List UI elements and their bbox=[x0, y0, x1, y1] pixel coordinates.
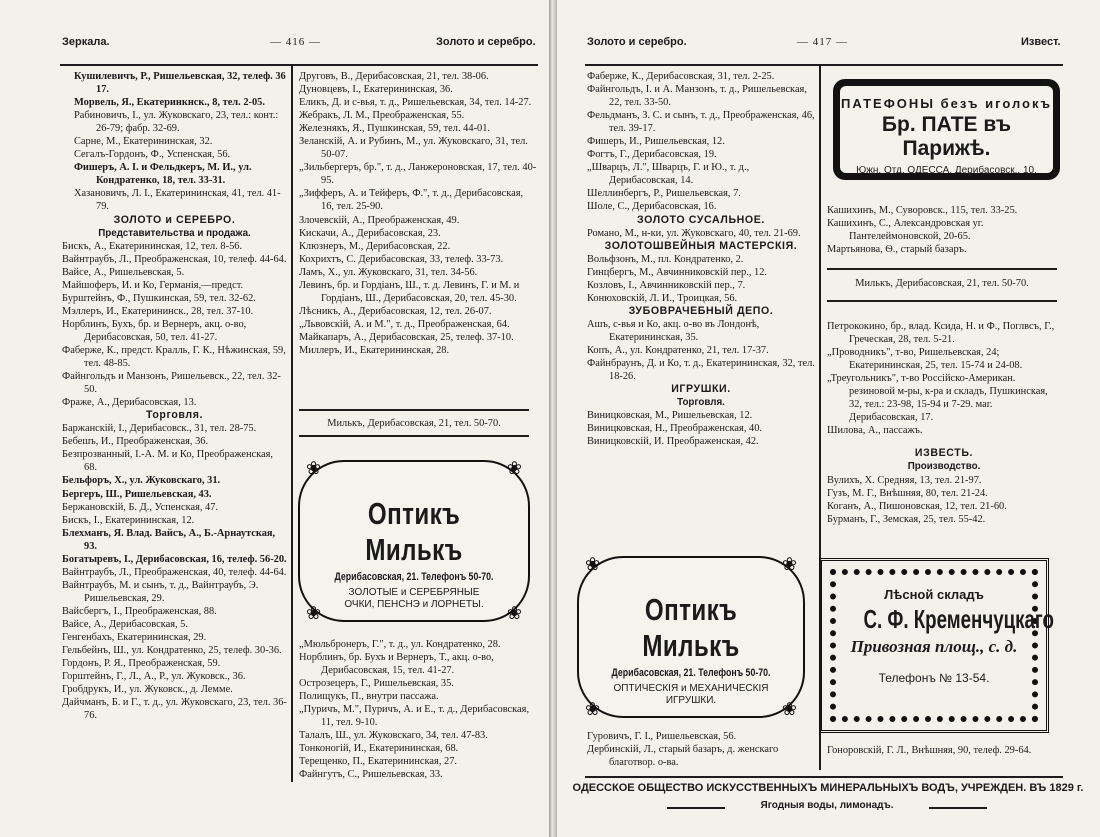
column-divider bbox=[291, 66, 293, 782]
list-item: Майшоферъ, И. и Ко, Германія,—предст. bbox=[62, 279, 244, 291]
divider-rule bbox=[299, 409, 529, 411]
ad-address: Привозная площ., с. д. bbox=[850, 637, 1018, 656]
list-item: Кашихинъ, М., Суворовск., 115, тел. 33-25. bbox=[827, 205, 1018, 216]
list-item: Романо, М., н-ки, ул. Жуковскаго, 40, тел. 21-69. bbox=[587, 227, 801, 239]
list-item: Рабиновичъ, І., ул. Жуковскаго, 23, тел.: конт.: 26-79; фабр. 32-69. bbox=[74, 110, 279, 135]
list-item: Козловъ, І., Авчинниковскій пер., 7. bbox=[587, 279, 746, 291]
list-item: „Зильбергеръ, бр.", т. д., Ланжероновская, 17, тел. 40-95. bbox=[299, 162, 537, 187]
list-item: Виницковская, М., Ришельевская, 12. bbox=[587, 410, 753, 422]
list-item: Вольфзонъ, М., пл. Кондратенко, 2. bbox=[587, 253, 744, 265]
section-heading: ИГРУШКИ. bbox=[671, 383, 731, 396]
list-item: Мэллеръ, И., Екатерининск., 28, тел. 37-10. bbox=[62, 305, 254, 317]
subsection-heading: Торговля. bbox=[677, 397, 725, 409]
header-rule bbox=[585, 64, 1063, 66]
left-page bbox=[0, 0, 549, 837]
list-item: Миллеръ, И., Екатерининская, 28. bbox=[299, 344, 450, 356]
section-heading: ЗОЛОТО и СЕРЕБРО. bbox=[113, 213, 236, 226]
list-item: Еликъ, Д. и с-вья, т. д., Ришельевская, 34, тел. 14-27. bbox=[299, 97, 532, 109]
left-column-2 bbox=[299, 70, 537, 357]
flower-ornament-icon: ❀ bbox=[306, 458, 322, 478]
entries-mid bbox=[62, 240, 287, 410]
list-item: Злочевскій, А., Преображенская, 49. bbox=[299, 214, 460, 226]
list-item: Ашъ, с-вья и Ко, акц. о-во въ Лондонѣ, Екатерининская, 35. bbox=[587, 318, 760, 343]
list-item: Железнякъ, Я., Пушкинская, 59, тел. 44-01. bbox=[299, 123, 491, 135]
list-item: Фогтъ, Г., Дерибасовская, 19. bbox=[587, 149, 717, 161]
list-item: Вайсе, А., Дерибасовская, 5. bbox=[62, 618, 188, 630]
list-item: „Львовскій, А. и М.", т. д., Преображенская, 64. bbox=[299, 318, 510, 330]
list-item: Вайсбергъ, І., Преображенская, 88. bbox=[62, 605, 217, 617]
flower-ornament-icon: ❀ bbox=[781, 699, 797, 719]
divider-rule bbox=[827, 268, 1057, 270]
list-item: Бергеръ, Ш., Ришельевская, 43. bbox=[62, 488, 212, 500]
list-item: Горштейнъ, Г., Л., А., Р., ул. Жуковск., 36. bbox=[62, 671, 246, 683]
list-item: Конюховскій, Л. И., Троицкая, 56. bbox=[587, 292, 738, 304]
divider-rule bbox=[299, 435, 529, 437]
list-item: Терещенко, П., Екатерининская, 27. bbox=[299, 756, 457, 768]
list-item: Файнбраунъ, Д. и Ко, т. д., Екатерининская, 32, тел. 18-26. bbox=[587, 358, 815, 383]
section-heading: ЗОЛОТО СУСАЛЬНОЕ. bbox=[637, 213, 765, 226]
ad-title: С. Ф. Кременчуцкаго bbox=[863, 604, 1054, 634]
list-item: Гельбейнъ, Ш., ул. Кондратенко, 25, телеф. 30-36. bbox=[62, 645, 282, 657]
ad-goods: ОПТИЧЕСКІЯ и МЕХАНИЧЕСКІЯ ИГРУШКИ. bbox=[613, 683, 769, 706]
list-item: Копъ, А., ул. Кондратенко, 21, тел. 17-37. bbox=[587, 344, 769, 356]
list-item: Фишеръ, И., Ришельевская, 12. bbox=[587, 136, 725, 148]
entries-top bbox=[299, 70, 537, 357]
list-item: Гузъ, М. Г., Внѣшняя, 80, тел. 21-24. bbox=[827, 487, 988, 499]
ad-line: ПАТЕФОНЫ безъ иголокъ bbox=[841, 96, 1052, 111]
ad-goods: ЗОЛОТЫЕ и СЕРЕБРЯНЫЕ ОЧКИ, ПЕНСНЭ и ЛОРНЕТЫ. bbox=[344, 587, 484, 610]
flower-ornament-icon: ❀ bbox=[585, 699, 601, 719]
list-item: Гуровичъ, Г. І., Ришельевская, 56. bbox=[587, 731, 737, 742]
flower-ornament-icon: ❀ bbox=[306, 603, 322, 623]
list-item: Бискъ, А., Екатерининская, 12, тел. 8-56. bbox=[62, 240, 243, 252]
list-item: „Зифферъ, А. и Тейферъ, Ф.", т. д., Дерибасовская, 16, тел. 25-90. bbox=[299, 188, 524, 213]
list-item: Вайнтраубъ, М. и сынъ, т. д., Вайнтраубъ, Э. Ришельевская, 29. bbox=[62, 579, 259, 604]
list-item: Петрококино, бр., влад. Ксида, Н. и Ф., Поглвсъ, Г., Греческая, 28, тел. 5-21. bbox=[827, 321, 1055, 346]
left-column-1 bbox=[62, 70, 287, 722]
list-item: Норблинъ, бр. Бухъ и Вернеръ, Т., акц. о-во, Дерибасовская, 15, тел. 41-27. bbox=[299, 652, 494, 677]
running-head-left: Золото и серебро. bbox=[587, 36, 687, 48]
ad-address: Дерибасовская, 21. Телефонъ 50-70. bbox=[334, 571, 494, 583]
footer-sub: Ягодныя воды, лимонадъ. bbox=[760, 800, 894, 811]
list-item: Шилова, А., пассажъ. bbox=[827, 425, 923, 437]
ad-address: Южн. Отд. ОДЕССА, Дерибасовск., 10. bbox=[856, 165, 1037, 176]
list-item: Гордонъ, Р. Я., Преображенская, 59. bbox=[62, 658, 221, 670]
footer-dash bbox=[929, 807, 987, 809]
right-column-1 bbox=[587, 70, 815, 448]
optik-milk-ad bbox=[298, 460, 530, 622]
list-item: Коганъ, А., Пишоновская, 12, тел. 21-60. bbox=[827, 500, 1007, 512]
header-rule bbox=[60, 64, 538, 66]
list-item: Острозецеръ, Г., Ришельевская, 35. bbox=[299, 678, 454, 690]
list-item: Шоле, С., Дерибасовская, 16. bbox=[587, 201, 717, 213]
list-item: „Мюльбронеръ, Г.", т. д., ул. Кондратенко, 28. bbox=[299, 639, 501, 650]
list-item: Виницковская, Н., Преображенская, 40. bbox=[587, 423, 763, 435]
list-item: Лѣсникъ, А., Дерибасовская, 12, тел. 26-07. bbox=[299, 305, 492, 317]
entries-bottom bbox=[62, 422, 287, 722]
ad-title: Бр. ПАТЕ въ Парижѣ. bbox=[881, 113, 1012, 160]
list-item: Вайнтраубъ, Л., Преображенская, 10, телеф. 44-64. bbox=[62, 253, 287, 265]
list-item: Гинцбергъ, М., Авчинниковскій пер., 12. bbox=[587, 266, 768, 278]
section-heading: Торговля. bbox=[145, 409, 204, 422]
list-item: Вайнтраубъ, Л., Преображенская, 40, телеф. 44-64. bbox=[62, 566, 287, 578]
flower-ornament-icon: ❀ bbox=[506, 458, 522, 478]
list-item: Кохрихтъ, С. Дерибасовская, 33, телеф. 33-73. bbox=[299, 253, 504, 265]
list-item: Вулихъ, Х. Средняя, 13, тел. 21-97. bbox=[827, 474, 982, 486]
list-item: Богатыревъ, І., Дерибасовская, 16, телеф. 56-20. bbox=[62, 553, 287, 565]
list-item: Сегалъ-Гордонъ, Ф., Успенская, 56. bbox=[74, 149, 231, 161]
ad-phone: Телефонъ № 13-54. bbox=[878, 671, 990, 685]
list-item: Безпрозванный, І.-А. М. и Ко, Преображенская, 68. bbox=[62, 449, 274, 474]
list-item: „Проводникъ", т-во, Ришельевская, 24; Екатерининская, 25, тел. 15-74 и 24-08. bbox=[827, 347, 1023, 372]
ad-address: Дерибасовская, 21. Телефонъ 50-70. bbox=[611, 667, 771, 679]
ad-line: Лѣсной складъ bbox=[884, 587, 984, 602]
pate-gramophone-ad bbox=[833, 79, 1060, 180]
right-column-1-bottom bbox=[587, 730, 815, 769]
right-column-2-top bbox=[827, 204, 1061, 256]
list-item: Гоноровскій, Г. Л., Внѣшняя, 90, телеф. 29-64. bbox=[827, 745, 1032, 756]
section-heading: ИЗВЕСТЬ. bbox=[914, 447, 974, 460]
list-item: Бурштейнъ, Ф., Пушкинская, 59, тел. 32-62. bbox=[62, 292, 256, 304]
list-item: Полищукъ, П., внутри пассажа. bbox=[299, 691, 439, 703]
footer-banner: ОДЕССКОЕ ОБЩЕСТВО ИСКУССТВЕННЫХЪ МИНЕРАЛЬНЫХЪ ВОДЪ, УЧРЕЖДЕН. ВЪ 1829 г. bbox=[572, 782, 1084, 794]
right-page bbox=[557, 0, 1100, 837]
section-heading: ЗОЛОТОШВЕЙНЫЯ МАСТЕРСКІЯ. bbox=[604, 239, 798, 252]
ad-inner bbox=[840, 86, 1053, 176]
list-item: „Пуричъ, М.", Пуричъ, А. и Е., т. д., Дерибасовская, 11, тел. 9-10. bbox=[299, 704, 530, 729]
running-head-right: Извест. bbox=[1021, 36, 1061, 48]
list-item: Мартьянова, Ѳ., старый базаръ. bbox=[827, 244, 967, 256]
list-item: „Шварцъ, Л.", Шварцъ, Г. и Ю., т. д., Дерибасовская, 14. bbox=[587, 162, 750, 187]
list-item: Бискъ, І., Екатерининская, 12. bbox=[62, 514, 195, 526]
list-item: Фишеръ, А. І. и Фельдкеръ, М. И., ул. Кондратенко, 18, тел. 33-31. bbox=[74, 162, 252, 187]
list-item: Фраже, А., Дерибасовская, 13. bbox=[62, 397, 197, 409]
list-item: Зеланскій, А. и Рубинъ, М., ул. Жуковскаго, 31, тел. 50-07. bbox=[299, 136, 528, 161]
list-item: Бурманъ, Г., Земская, 25, тел. 55-42. bbox=[827, 513, 986, 525]
list-item: Клюзнеръ, М., Дерибасовская, 22. bbox=[299, 240, 451, 252]
ad-title: Оптикъ Милькъ bbox=[365, 496, 463, 567]
list-item: Норблинъ, Бухъ, бр. и Вернеръ, акц. о-во, Дерибасовская, 50, тел. 41-27. bbox=[62, 318, 247, 343]
list-item: Майкапаръ, А., Дерибасовская, 25, телеф. 37-10. bbox=[299, 331, 514, 343]
optik-milk-ad bbox=[577, 556, 805, 718]
footer-rule bbox=[585, 776, 1063, 778]
list-item: Генгенбахъ, Екатерининская, 29. bbox=[62, 632, 207, 644]
milk-strip: Милькъ, Дерибасовская, 21, тел. 50-70. bbox=[855, 278, 1029, 289]
list-item: Файнгольдъ, І. и А. Манзонъ, т. д., Ришельевская, 22, тел. 33-50. bbox=[587, 84, 807, 109]
list-item: Фаберже, К., Дерибасовская, 31, тел. 2-25. bbox=[587, 71, 775, 82]
right-column-2-bottom bbox=[827, 744, 1061, 757]
list-item: Бержановскій, Б. Д., Успенская, 47. bbox=[62, 501, 219, 513]
subsection-heading: Производство. bbox=[907, 461, 981, 473]
flower-ornament-icon: ❀ bbox=[585, 554, 601, 574]
ad-title: Оптикъ Милькъ bbox=[642, 592, 740, 663]
list-item: Кашихинъ, С., Александровская уг. Пантелеймоновской, 20-65. bbox=[827, 218, 984, 243]
list-item: Фельдманъ, З. С. и сынъ, т. д., Преображенская, 46, тел. 39-17. bbox=[587, 110, 815, 135]
list-item: Кушилевичъ, Р., Ришельевская, 32, телеф. 36 17. bbox=[74, 71, 286, 96]
divider-rule bbox=[827, 300, 1057, 302]
list-item: Хазановичъ, Л. І., Екатерининская, 41, тел. 41-79. bbox=[74, 188, 281, 213]
flower-ornament-icon: ❀ bbox=[781, 554, 797, 574]
list-item: Ламъ, Х., ул. Жуковскаго, 31, тел. 34-56. bbox=[299, 266, 478, 278]
list-item: Вайсе, А., Ришельевская, 5. bbox=[62, 266, 185, 278]
list-item: Талалъ, Ш., ул. Жуковскаго, 34, тел. 47-83. bbox=[299, 730, 488, 742]
entries-top bbox=[587, 70, 815, 214]
list-item: Блехманъ, Я. Влад. Вайсъ, А., Б.-Арнаутская, 93. bbox=[62, 527, 276, 552]
book-gutter bbox=[549, 0, 557, 837]
list-item: „Треугольникъ", т-во Россійско-Американ. резиновой м-ры, к-ра и складъ, Пушкинская, 32, тел.: 23-98, 15-94 и 7-29. маг. Дерибасовская, 17. bbox=[827, 373, 1048, 424]
list-item: Дербинскій, Л., старый базаръ, д. женскаго благотвор. о-ва. bbox=[587, 744, 779, 769]
flower-ornament-icon: ❀ bbox=[506, 603, 522, 623]
list-item: Виницковскій, И. Преображенская, 42. bbox=[587, 436, 759, 448]
footer-dash bbox=[667, 807, 725, 809]
ad-frame bbox=[830, 569, 1054, 722]
page-number: — 417 — bbox=[797, 36, 848, 48]
list-item: Морвель, Я., Екатеринкнск., 8, тел. 2-05. bbox=[74, 97, 265, 109]
list-item: Бебешъ, И., Преображенская, 36. bbox=[62, 436, 209, 448]
left-column-2-bottom bbox=[299, 638, 531, 782]
list-item: Тонконогій, И., Екатерининская, 68. bbox=[299, 743, 459, 755]
list-item: Жебракъ, Л. М., Преображенская, 55. bbox=[299, 110, 465, 122]
list-item: Дайчманъ, Б. и Г., т. д., ул. Жуковскаго, 23, тел. 36-76. bbox=[62, 697, 287, 722]
lumber-yard-ad bbox=[819, 558, 1054, 733]
list-item: Файнгольдъ и Манзонъ, Ришельевск., 22, тел. 32-50. bbox=[62, 371, 281, 396]
list-item: Фаберже, К., предст. Кралль, Г. К., Нѣжинская, 59, тел. 48-85. bbox=[62, 344, 286, 370]
subsection-heading: Представительства и продажа. bbox=[98, 227, 251, 239]
page-number: — 416 — bbox=[270, 36, 321, 48]
list-item: Баржанскій, І., Дерибасовск., 31, тел. 28-75. bbox=[62, 423, 257, 435]
right-column-2-mid bbox=[827, 320, 1061, 526]
list-item: Левинъ, бр. и Гордіанъ, Ш., т. д. Левинъ, Г. и М. и Гордіанъ, Ш., Дерибасовская, 20, тел. 45-30. bbox=[299, 279, 520, 304]
list-item: Бельфоръ, Х., ул. Жуковскаго, 31. bbox=[62, 475, 221, 487]
list-item: Друговъ, В., Дерибасовская, 21, тел. 38-06. bbox=[299, 71, 489, 82]
list-item: Шеллинбергъ, Р., Ришельевская, 7. bbox=[587, 188, 741, 200]
entries-top bbox=[62, 70, 287, 214]
list-item: Файнгутъ, С., Ришельевская, 33. bbox=[299, 769, 443, 781]
running-head-left: Зеркала. bbox=[62, 36, 110, 48]
list-item: Гробдрукъ, И., ул. Жуковск., д. Лемме. bbox=[62, 684, 233, 696]
list-item: Дуновцевъ, І., Екатерининская, 36. bbox=[299, 84, 453, 96]
list-item: Кискачи, А., Дерибасовская, 23. bbox=[299, 227, 441, 239]
list-item: Сарне, М., Екатерининская, 32. bbox=[74, 136, 213, 148]
running-head-right: Золото и серебро. bbox=[436, 36, 536, 48]
section-heading: ЗУБОВРАЧЕБНЫЙ ДЕПО. bbox=[628, 304, 774, 317]
milk-strip: Милькъ, Дерибасовская, 21, тел. 50-70. bbox=[327, 418, 501, 429]
